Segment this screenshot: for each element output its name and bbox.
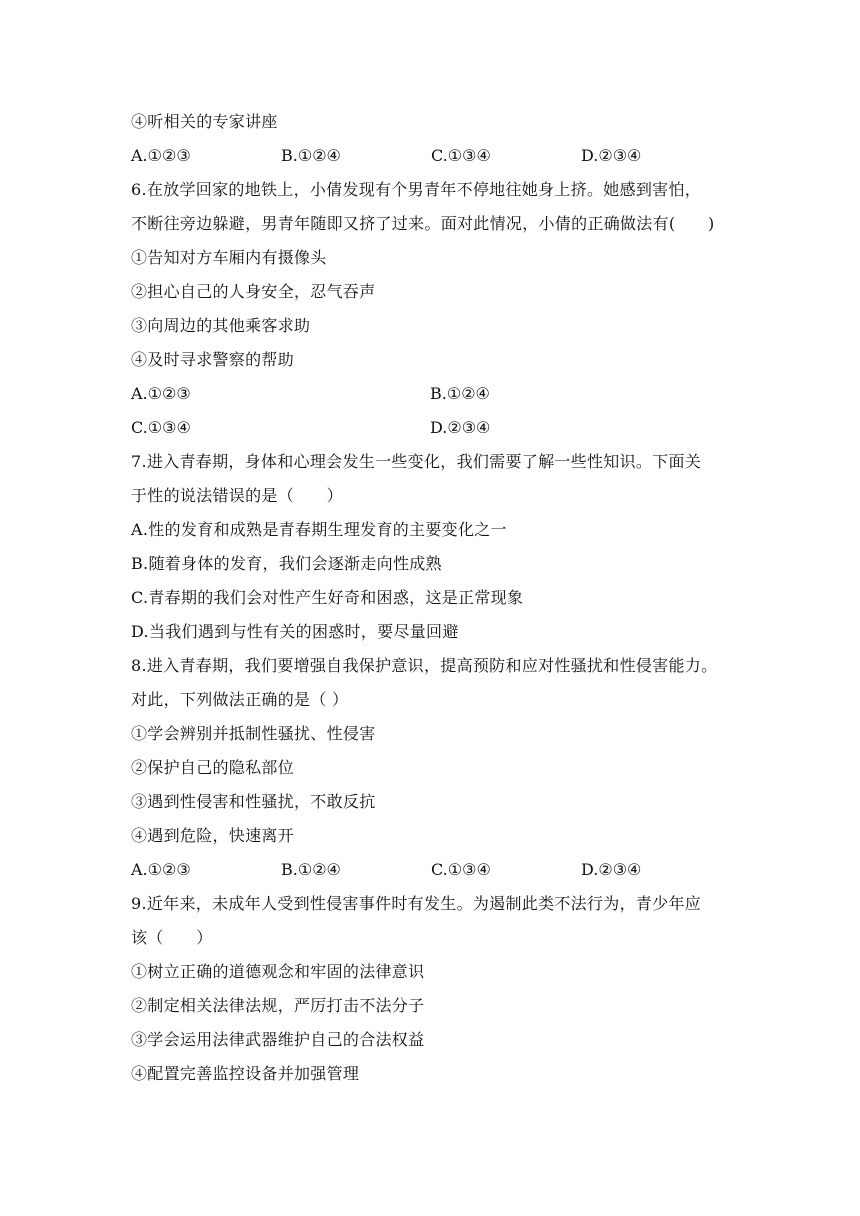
q8-stem-line-2: 对此，下列做法正确的是（ ） (131, 690, 349, 709)
q8-item-1: ①学会辨别并抵制性骚扰、性侵害 (131, 724, 376, 743)
q7-choice-d: D.当我们遇到与性有关的困惑时，要尽量回避 (131, 622, 459, 641)
q6-options-row-1 (131, 377, 741, 411)
document-page (131, 105, 741, 1091)
q9-stem-line-1: 9.近年来，未成年人受到性侵害事件时有发生。为遏制此类不法行为，青少年应 (131, 894, 702, 913)
q6-options-row-2 (131, 411, 741, 445)
q5-option-c: C.①③④ (431, 146, 491, 165)
q8-option-a: A.①②③ (131, 860, 191, 879)
q9-item-3: ③学会运用法律武器维护自己的合法权益 (131, 1030, 425, 1049)
q7-choice-c: C.青春期的我们会对性产生好奇和困惑，这是正常现象 (131, 588, 524, 607)
q8-stem-line-1: 8.进入青春期，我们要增强自我保护意识，提高预防和应对性骚扰和性侵害能力。 (131, 656, 718, 675)
q6-stem-line-1: 6.在放学回家的地铁上，小倩发现有个男青年不停地往她身上挤。她感到害怕， (131, 180, 702, 199)
q8-option-c: C.①③④ (431, 860, 491, 879)
q6-option-b: B.①②④ (430, 384, 490, 403)
q9-item-4: ④配置完善监控设备并加强管理 (131, 1064, 360, 1083)
q5-option-b: B.①②④ (281, 146, 341, 165)
q6-option-c: C.①③④ (131, 418, 191, 437)
q9-item-2: ②制定相关法律法规，严厉打击不法分子 (131, 996, 425, 1015)
q7-choice-a: A.性的发育和成熟是青春期生理发育的主要变化之一 (131, 520, 507, 539)
q7-stem-line-1: 7.进入青春期，身体和心理会发生一些变化，我们需要了解一些性知识。下面关 (131, 452, 702, 471)
q5-options (131, 139, 741, 173)
q6-item-3: ③向周边的其他乘客求助 (131, 316, 311, 335)
q8-item-4: ④遇到危险，快速离开 (131, 826, 295, 845)
q8-option-b: B.①②④ (281, 860, 341, 879)
q5-item-4: ④听相关的专家讲座 (131, 112, 278, 131)
q6-option-a: A.①②③ (131, 384, 191, 403)
q6-item-1: ①告知对方车厢内有摄像头 (131, 248, 327, 267)
q9-item-1: ①树立正确的道德观念和牢固的法律意识 (131, 962, 425, 981)
q6-item-4: ④及时寻求警察的帮助 (131, 350, 295, 369)
q6-item-2: ②担心自己的人身安全，忍气吞声 (131, 282, 376, 301)
q5-option-d: D.②③④ (581, 146, 642, 165)
q5-option-a: A.①②③ (131, 146, 191, 165)
q9-stem-line-2: 该（ ） (131, 928, 213, 947)
q8-option-d: D.②③④ (581, 860, 642, 879)
q7-stem-line-2: 于性的说法错误的是（ ） (131, 486, 343, 505)
q8-options (131, 853, 741, 887)
q8-item-3: ③遇到性侵害和性骚扰，不敢反抗 (131, 792, 376, 811)
q8-item-2: ②保护自己的隐私部位 (131, 758, 295, 777)
q6-option-d: D.②③④ (430, 418, 491, 437)
q6-stem-line-2: 不断往旁边躲避，男青年随即又挤了过来。面对此情况，小倩的正确做法有( ) (131, 214, 715, 233)
q7-choice-b: B.随着身体的发育，我们会逐渐走向性成熟 (131, 554, 442, 573)
